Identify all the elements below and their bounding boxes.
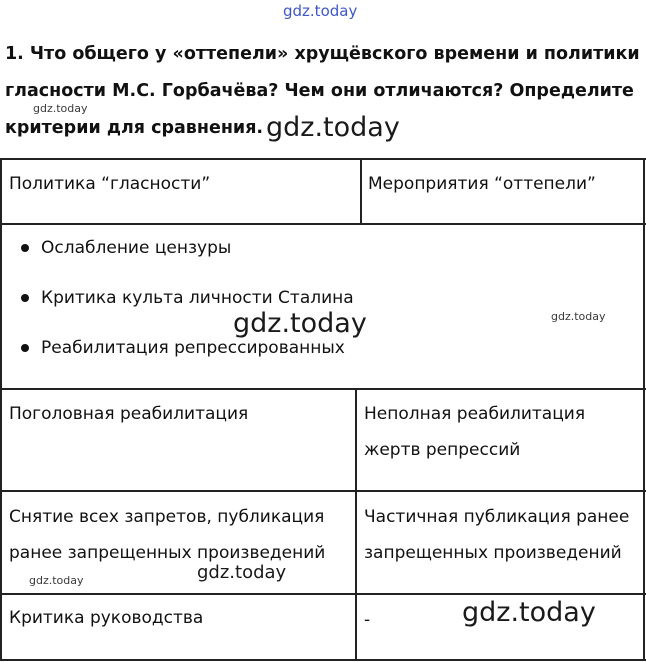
watermark-medium: gdz.today bbox=[197, 562, 287, 583]
table-cell-thaw: - bbox=[364, 610, 371, 630]
column-divider bbox=[360, 158, 362, 224]
list-item bbox=[20, 330, 354, 380]
bullet-icon bbox=[21, 294, 29, 302]
table-divider bbox=[0, 593, 646, 595]
watermark-small: gdz.today bbox=[29, 574, 84, 587]
table-border-right bbox=[643, 158, 645, 661]
table-cell-glasnost: Критика руководства bbox=[9, 608, 204, 628]
watermark-large: gdz.today bbox=[233, 308, 367, 339]
watermark-large: gdz.today bbox=[462, 597, 596, 628]
watermark-top: gdz.today bbox=[283, 2, 358, 20]
list-item bbox=[20, 280, 354, 330]
column-divider bbox=[355, 388, 357, 661]
watermark-small: gdz.today bbox=[551, 310, 606, 323]
table-cell-thaw: Неполная реабилитация жертв репрессий bbox=[364, 404, 586, 460]
list-item-text: Критика культа личности Сталина bbox=[41, 288, 354, 308]
bullet-icon bbox=[21, 344, 29, 352]
common-features-list bbox=[20, 230, 354, 380]
table-cell-glasnost: Снятие всех запретов, публикация ранее запрещенных произведений bbox=[9, 507, 326, 563]
watermark-small: gdz.today bbox=[33, 102, 88, 115]
table-divider bbox=[0, 388, 646, 390]
table-border-bottom bbox=[0, 659, 646, 661]
watermark-large: gdz.today bbox=[266, 112, 400, 143]
header-thaw: Мероприятия “оттепели” bbox=[368, 174, 596, 194]
table-cell-thaw: Частичная публикация ранее запрещенных произведений bbox=[364, 507, 630, 563]
question-text: 1. Что общего у «оттепели» хрущёвского времени и политики гласности М.С. Горбачёва? Чем они отличаются? Определите критерии для сравнения. bbox=[5, 44, 640, 138]
table-cell-glasnost: Поголовная реабилитация bbox=[9, 404, 249, 424]
table-divider bbox=[0, 490, 646, 492]
table-divider bbox=[0, 223, 646, 225]
list-item bbox=[20, 230, 354, 280]
table-border-left bbox=[0, 158, 2, 661]
table-border-top bbox=[0, 158, 646, 160]
list-item-text: Реабилитация репрессированных bbox=[41, 338, 345, 358]
list-item-text: Ослабление цензуры bbox=[41, 238, 232, 258]
header-glasnost: Политика “гласности” bbox=[9, 174, 211, 194]
bullet-icon bbox=[21, 244, 29, 252]
